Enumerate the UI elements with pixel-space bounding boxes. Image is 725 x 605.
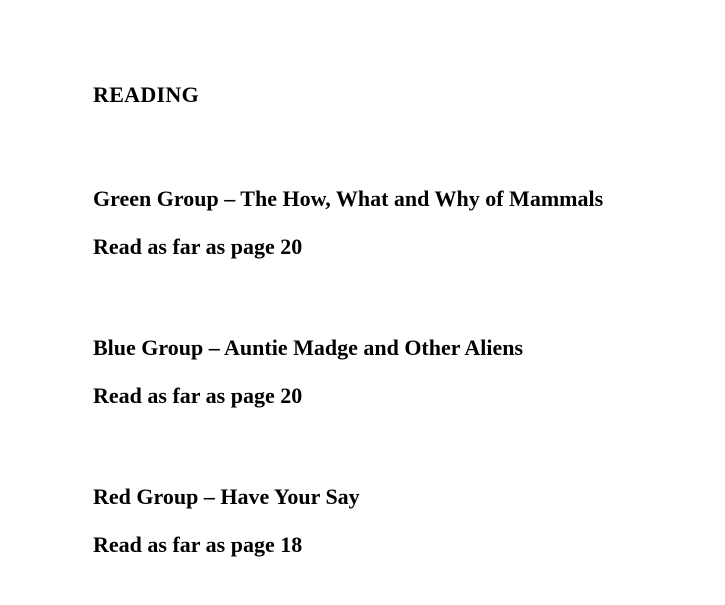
reading-group-section-blue (93, 335, 685, 409)
group-instruction: Read as far as page 20 (93, 383, 303, 408)
group-title: Red Group – Have Your Say (93, 484, 360, 509)
reading-group-section-red (93, 484, 685, 558)
reading-group-section-green (93, 186, 685, 260)
document-heading: READING (93, 82, 199, 107)
group-instruction: Read as far as page 18 (93, 532, 303, 557)
group-title: Green Group – The How, What and Why of Mammals (93, 186, 604, 211)
group-instruction: Read as far as page 20 (93, 234, 303, 259)
group-title: Blue Group – Auntie Madge and Other Aliens (93, 335, 524, 360)
